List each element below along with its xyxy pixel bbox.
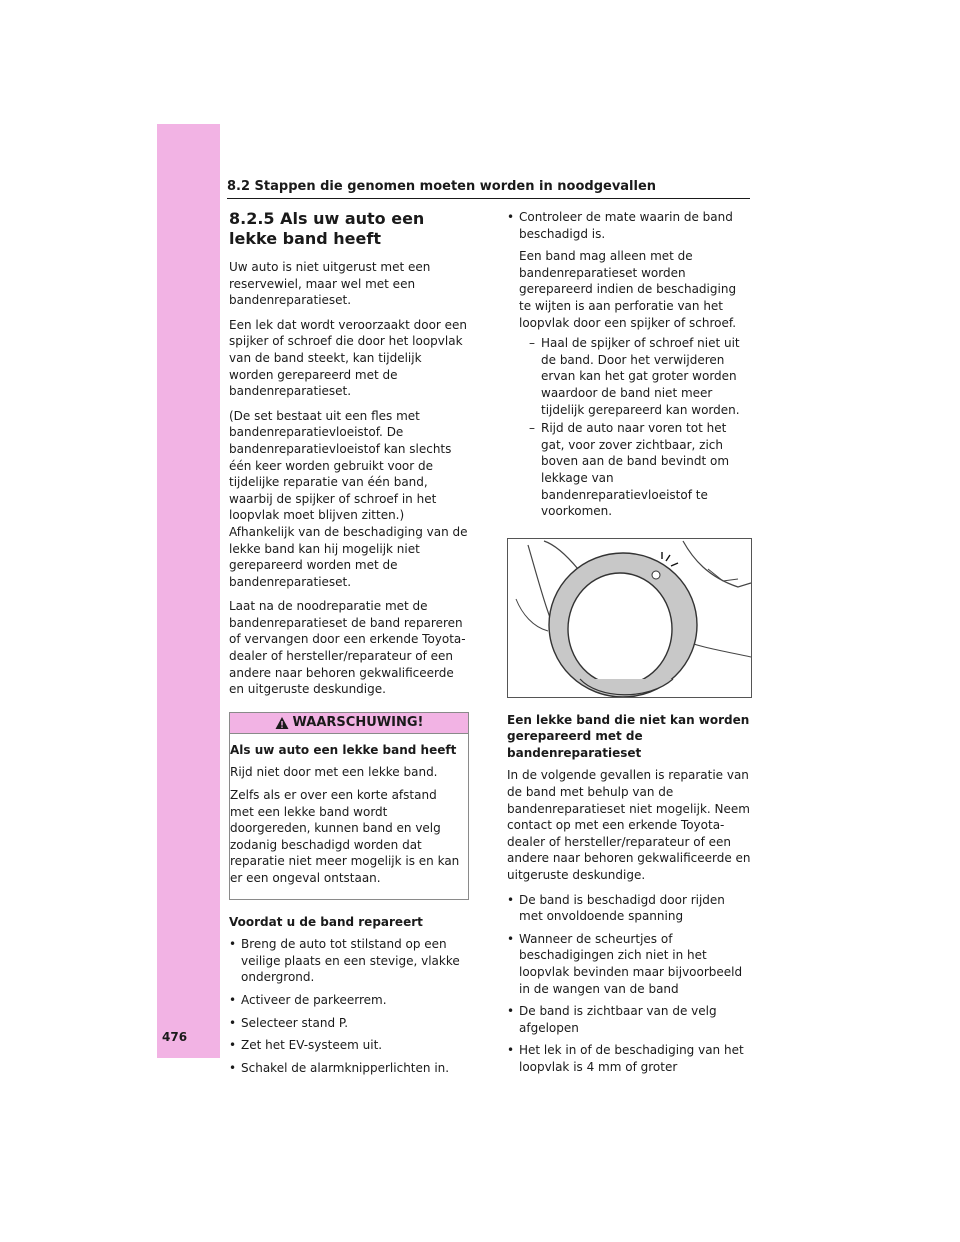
paragraph: Een lek dat wordt veroorzaakt door een spijker of schroef die door het loopvlak van de band steekt, kan tijdelijk worden gerepareerd met de bandenreparatieset.	[229, 317, 468, 399]
paragraph: Laat na de noodreparatie met de bandenreparatieset de band repareren of vervangen door een erkende Toyota-dealer of hersteller/reparateur of een andere naar behoren gekwalificeerde en uitgeruste deskundige.	[229, 599, 466, 697]
warning-triangle-icon	[275, 716, 289, 730]
paragraph: Uw auto is niet uitgerust met een reservewiel, maar wel met een bandenreparatieset.	[229, 260, 431, 308]
subheading-cannot-repair: Een lekke band die niet kan worden gerepareerd met de bandenreparatieset	[507, 712, 750, 760]
list-item: • Breng de auto tot stilstand op een veilige plaats en een stevige, vlakke ondergrond.	[229, 936, 469, 986]
warning-label: WAARSCHUWING!	[292, 714, 424, 730]
paragraph: In de volgende gevallen is reparatie van de band met behulp van de bandenreparatieset niet mogelijk. Neem contact op met een erkende Toyota-dealer of hersteller/reparateur of een andere naar behoren gekwalificeerde en uitgeruste deskundige.	[507, 768, 751, 883]
list-item: • Schakel de alarmknipperlichten in.	[229, 1060, 469, 1077]
check-item-text: Controleer de mate waarin de band beschadigd is.	[519, 210, 733, 241]
check-paragraph: Een band mag alleen met de bandenreparatieset worden gerepareerd indien de beschadiging te wijten is aan perforatie van het loopvlak door een spijker of schroef.	[519, 249, 737, 330]
right-column	[507, 209, 751, 1082]
list-item: • De band is zichtbaar van de velg afgelopen	[507, 1003, 751, 1036]
warning-line: Rijd niet door met een lekke band.	[230, 765, 438, 780]
left-column	[229, 209, 469, 1082]
subheading-before-repair: Voordat u de band repareert	[229, 914, 423, 929]
before-repair-list	[229, 936, 469, 1076]
list-item: • Selecteer stand P.	[229, 1015, 469, 1032]
cannot-repair-list	[507, 892, 751, 1076]
dash-item: – Rijd de auto naar voren tot het gat, voor zover zichtbaar, zich boven aan de band bevindt om lekkage van bandenreparatievloeistof te voorkomen.	[519, 420, 751, 520]
warning-line: Zelfs als er over een korte afstand met een lekke band wordt doorgereden, kunnen band en velg zodanig beschadigd worden dat reparatie niet meer mogelijk is en kan er een ongeval ontstaan.	[230, 788, 460, 885]
list-item: • Zet het EV-systeem uit.	[229, 1037, 469, 1054]
paragraph: (De set bestaat uit een fles met bandenreparatievloeistof. De bandenreparatievloeistof kan slechts één keer worden gebruikt voor de tijdelijke reparatie van één band, waarbij de spijker of schroef in het loopvlak moet blijven zitten.) Afhankelijk van de beschadiging van de lekke band kan hij mogelijk niet gerepareerd worden met de bandenreparatieset.	[229, 408, 468, 589]
check-list	[507, 209, 751, 520]
dash-item: – Haal de spijker of schroef niet uit de band. Door het verwijderen ervan kan het gat groter worden waardoor de band niet meer tijdelijk gerepareerd kan worden.	[519, 335, 751, 418]
warning-box	[229, 712, 469, 900]
page-header: 8.2 Stappen die genomen moeten worden in noodgevallen	[227, 179, 750, 199]
chapter-side-band	[157, 124, 220, 1058]
warning-header	[230, 713, 468, 734]
section-title: 8.2.5 Als uw auto een lekke band heeft	[229, 209, 425, 248]
warning-body	[230, 734, 468, 899]
list-item	[507, 209, 751, 520]
list-item: • Wanneer de scheurtjes of beschadigingen zich niet in het loopvlak bevinden maar bijvoorbeeld in de wangen van de band	[507, 931, 751, 997]
dash-list	[519, 335, 751, 520]
tire-drawing	[508, 539, 751, 697]
list-item: • Activeer de parkeerrem.	[229, 992, 469, 1009]
tire-illustration	[507, 538, 752, 698]
list-item: • Het lek in of de beschadiging van het loopvlak is 4 mm of groter	[507, 1042, 751, 1075]
list-item: • De band is beschadigd door rijden met onvoldoende spanning	[507, 892, 751, 925]
page-number: 476	[162, 1030, 188, 1044]
warning-title: Als uw auto een lekke band heeft	[230, 742, 457, 757]
